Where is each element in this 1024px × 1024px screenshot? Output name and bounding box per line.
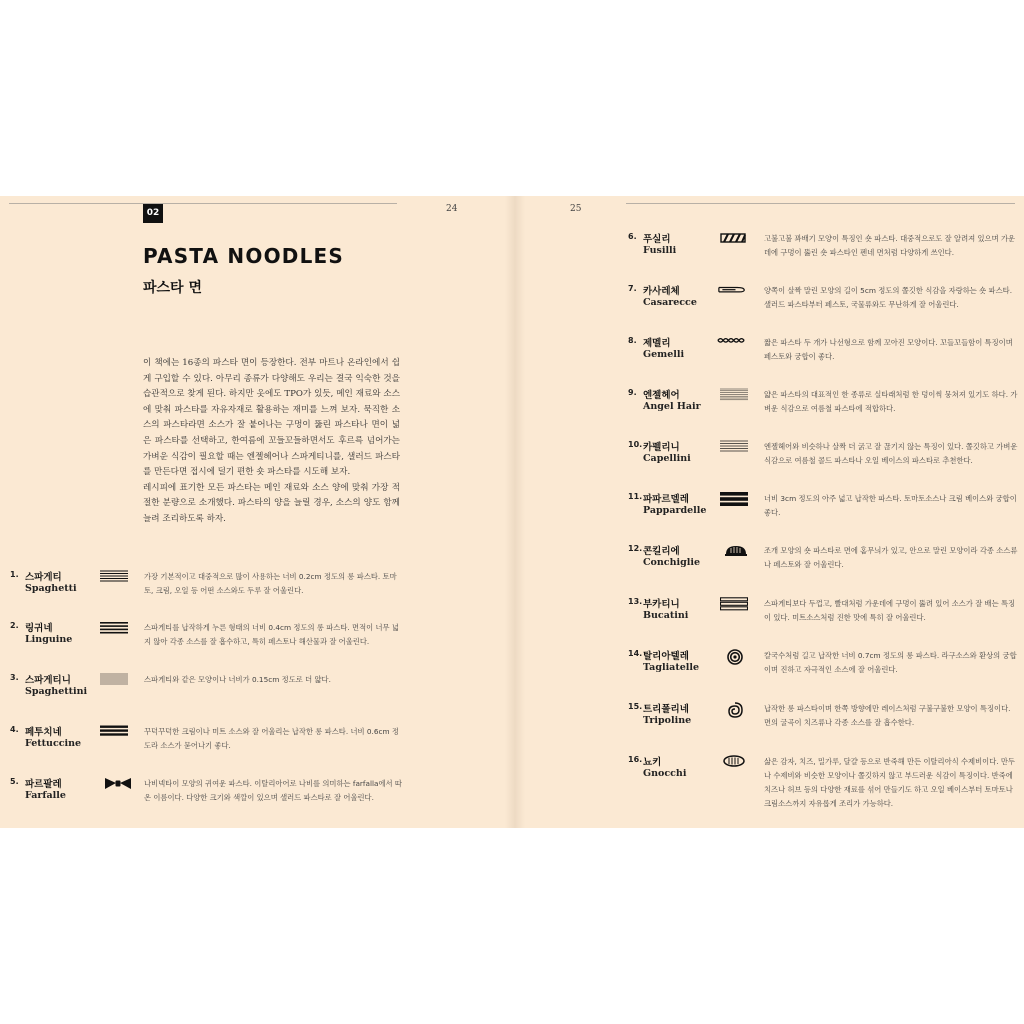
item-name-ko: 뇨키 (643, 757, 662, 768)
shell-icon (722, 544, 750, 558)
item-number: 12. (628, 544, 643, 553)
hair-lines-icon (720, 388, 748, 402)
spiral-twist-icon (720, 232, 748, 246)
item-name-en: Fettuccine (25, 738, 82, 749)
item-name-en: Tripoline (643, 715, 692, 726)
item-number: 1. (10, 570, 19, 579)
item-description: 삶은 감자, 치즈, 밀가루, 달걀 등으로 반죽해 만든 이탈리아식 수제비이다. 만두나 수제비와 비슷한 모양이나 쫄깃하지 않고 부드러운 식감이 특징이다. 반죽에 치즈나 허브 등의 다양한 재료를 섞어 만들기도 하고 오일 베이스부터 토마토나 크림소스까지 자유롭게 조리가 가능하다. (764, 757, 1015, 808)
item-name-en: Fusilli (643, 245, 677, 256)
item-name-en: Spaghettini (25, 686, 88, 697)
right-top-rule (626, 203, 1015, 204)
stacked-thick-lines-icon (100, 725, 128, 739)
item-description: 스파게티보다 두껍고, 빨대처럼 가운데에 구멍이 뚫려 있어 소스가 잘 배는 특징이 있다. 미트소스처럼 진한 맛에 특히 잘 어울린다. (764, 599, 1016, 622)
item-name-ko: 카사레체 (643, 286, 680, 297)
wide-ribbon-icon (720, 492, 748, 506)
item-description: 엔젤헤어와 비슷하나 살짝 더 굵고 잘 끊기지 않는 특징이 있다. 쫄깃하고 가벼운 식감으로 여름철 콜드 파스타나 오일 베이스의 파스타로 추천한다. (764, 442, 1018, 465)
item-number: 4. (10, 725, 19, 734)
chapter-badge: 02 (143, 204, 163, 223)
page-subtitle: 파스타 면 (143, 280, 202, 296)
item-description: 칼국수처럼 길고 납작한 너비 0.7cm 정도의 롱 파스타. 라구소스와 환상의 궁합이며 진하고 자극적인 소스에 잘 어울린다. (764, 651, 1017, 674)
item-number: 13. (628, 597, 643, 606)
book-gutter (505, 196, 525, 828)
hollow-tube-icon (720, 597, 748, 611)
item-name-ko: 파파르델레 (643, 494, 689, 505)
item-description: 양쪽이 살짝 말린 모양의 길이 5cm 정도의 쫄깃한 식감을 자랑하는 숏 파스타. 샐러드 파스타부터 페스토, 국물류와도 무난하게 잘 어울린다. (764, 286, 1013, 309)
intro-paragraph-2: 레시피에 표기한 모든 파스타는 메인 재료와 소스 양에 맞춰 가장 적절한 분량으로 소개했다. 파스타의 양을 늘릴 경우, 소스의 양도 함께 늘려 조리하도록 하자. (143, 482, 400, 524)
item-description: 납작한 롱 파스타이며 한쪽 방향에만 레이스처럼 구불구불한 모양이 특징이다. 면의 굴곡이 치즈류나 각종 소스를 잘 흡수한다. (764, 704, 1011, 727)
item-description: 나비넥타이 모양의 귀여운 파스타. 이탈리아어로 나비를 의미하는 farfalla에서 따온 이름이다. 다양한 크기와 색깔이 있으며 샐러드 파스타로 잘 어울린다. (144, 779, 402, 802)
coil-nest-icon (727, 649, 743, 665)
item-name-ko: 파르팔레 (25, 779, 62, 790)
item-number: 7. (628, 284, 637, 293)
item-name-en: Gemelli (643, 349, 685, 360)
rolled-scroll-icon (718, 284, 746, 298)
item-description: 너비 3cm 정도의 아주 넓고 납작한 파스타. 토마토소스나 크림 베이스와 궁합이 좋다. (764, 494, 1017, 517)
item-name-ko: 부카티니 (643, 599, 680, 610)
item-name-ko: 링귀네 (25, 623, 53, 634)
item-number: 16. (628, 755, 643, 764)
item-name-en: Angel Hair (643, 401, 701, 412)
intro-text (143, 356, 400, 528)
item-number: 9. (628, 388, 637, 397)
item-number: 2. (10, 621, 19, 630)
right-page-number: 25 (570, 204, 582, 214)
item-name-ko: 트리폴리네 (643, 704, 689, 715)
item-number: 11. (628, 492, 643, 501)
item-description: 가장 기본적이고 대중적으로 많이 사용하는 너비 0.2cm 정도의 롱 파스타. 토마토, 크림, 오일 등 어떤 소스와도 두루 잘 어울린다. (144, 572, 397, 595)
item-description: 짧은 파스타 두 개가 나선형으로 함께 꼬아진 모양이다. 꼬들꼬들함이 특징이며 페스토와 궁합이 좋다. (764, 338, 1013, 361)
item-name-ko: 탈리아텔레 (643, 651, 689, 662)
item-name-en: Casarecce (643, 297, 697, 308)
ridged-dumpling-icon (723, 755, 745, 769)
item-description: 스파게티를 납작하게 누른 형태의 너비 0.4cm 정도의 롱 파스타. 면적이 너무 넓지 않아 각종 소스를 잘 흡수하고, 특히 페스토나 해산물과 잘 어울린다. (144, 623, 399, 646)
item-number: 8. (628, 336, 637, 345)
stacked-flat-lines-icon (100, 621, 128, 635)
item-number: 14. (628, 649, 643, 658)
item-name-ko: 엔젤헤어 (643, 390, 680, 401)
item-name-en: Bucatini (643, 610, 689, 621)
item-name-ko: 스파게티니 (25, 675, 71, 686)
item-number: 3. (10, 673, 19, 682)
item-description: 꾸덕꾸덕한 크림이나 미트 소스와 잘 어울리는 납작한 롱 파스타. 너비 0.6cm 정도라 소스가 묻어나기 좋다. (144, 727, 399, 750)
item-description: 얇은 파스타의 대표적인 한 종류로 실타래처럼 한 덩이씩 뭉쳐져 있기도 하다. 가벼운 식감으로 여름철 파스타에 적합하다. (764, 390, 1018, 413)
left-page-number: 24 (446, 204, 458, 214)
page-title: PASTA NOODLES (143, 244, 344, 268)
item-name-ko: 제멜리 (643, 338, 671, 349)
item-description: 고불고불 꽈배기 모양이 특징인 숏 파스타. 대중적으로도 잘 알려져 있으며 가운데에 구멍이 뚫린 숏 파스타인 펜네 면처럼 다양하게 쓰인다. (764, 234, 1016, 257)
item-name-en: Pappardelle (643, 505, 707, 516)
item-name-ko: 페투치네 (25, 727, 62, 738)
item-number: 15. (628, 702, 643, 711)
thin-lines-icon (720, 440, 748, 454)
item-name-en: Farfalle (25, 790, 66, 801)
item-name-ko: 콘킬리에 (643, 546, 680, 557)
stacked-thin-lines-icon (100, 570, 128, 584)
item-name-ko: 스파게티 (25, 572, 62, 583)
item-name-ko: 푸실리 (643, 234, 671, 245)
ruffled-coil-icon (727, 702, 743, 718)
item-name-en: Linguine (25, 634, 73, 645)
intro-paragraph-1: 이 책에는 16종의 파스타 면이 등장한다. 전부 마트나 온라인에서 쉽게 구입할 수 있다. 아무리 종류가 다양해도 우리는 결국 익숙한 것을 습관적으로 찾게 된다. 하지만 옷에도 TPO가 있듯, 메인 재료와 소스에 맞춰 파스타를 자유자재로 활용하는 재미를 느껴 보자. 묵직한 소스의 파스타라면 소스가 잘 붙어나는 구멍이 뚫린 파스타나 면이 넓은 파스타를 선택하고, 한여름에 꼬들꼬들하면서도 후르륵 넘어가는 가벼운 식감이 필요할 때는 엔젤헤어나 스파게티니를, 샐러드 파스타를 만든다면 접시에 덜기 편한 숏 파스타를 시도해 보자. (143, 358, 400, 478)
item-description: 조개 모양의 숏 파스타로 면에 홈무늬가 있고, 안으로 말린 모양이라 각종 소스류나 페스토와 잘 어울린다. (764, 546, 1018, 569)
item-name-en: Spaghetti (25, 583, 77, 594)
item-name-en: Gnocchi (643, 768, 687, 779)
item-name-en: Tagliatelle (643, 662, 700, 673)
item-name-en: Capellini (643, 453, 691, 464)
item-number: 10. (628, 440, 643, 449)
item-number: 6. (628, 232, 637, 241)
item-name-ko: 카펠리니 (643, 442, 680, 453)
item-description: 스파게티와 같은 모양이나 너비가 0.15cm 정도로 더 얇다. (144, 675, 331, 684)
bowtie-icon (104, 777, 132, 791)
stacked-fine-lines-icon (100, 673, 128, 687)
item-number: 5. (10, 777, 19, 786)
left-top-rule (9, 203, 397, 204)
item-name-en: Conchiglie (643, 557, 701, 568)
twin-twist-icon (717, 336, 745, 350)
